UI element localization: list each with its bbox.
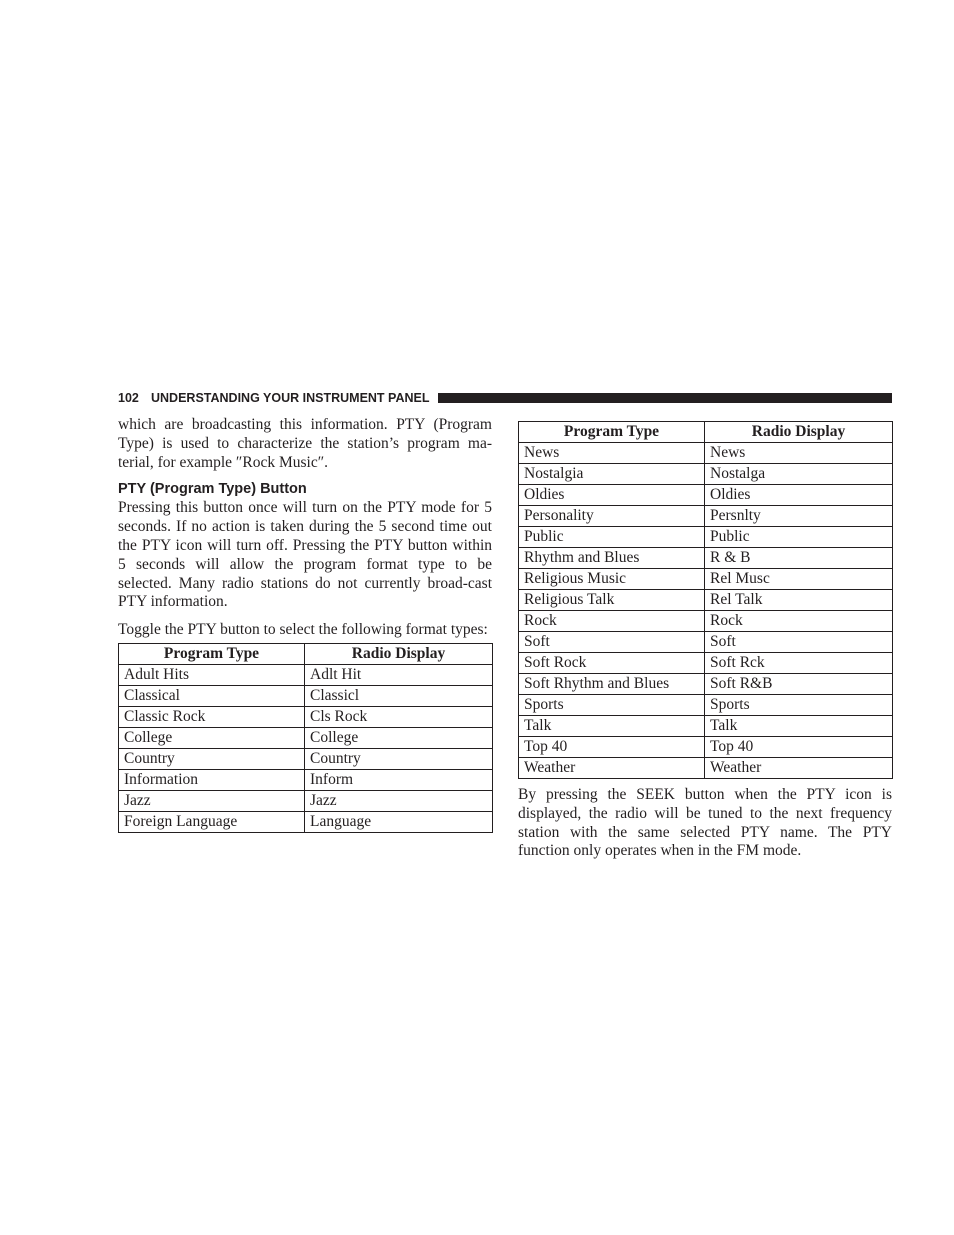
- table-row: [119, 706, 493, 727]
- radio-display-cell: Nostalga: [705, 464, 893, 485]
- program-type-cell: Soft Rhythm and Blues: [519, 674, 705, 695]
- toggle-paragraph: Toggle the PTY button to select the following format types:: [118, 621, 488, 639]
- table-header-row: [519, 422, 893, 443]
- page-number: 102: [118, 391, 139, 405]
- table-row: [519, 569, 893, 590]
- radio-display-cell: Classicl: [305, 685, 493, 706]
- table-row: [519, 485, 893, 506]
- radio-display-cell: Talk: [705, 716, 893, 737]
- table-row: [519, 737, 893, 758]
- column-header-program-type: Program Type: [119, 643, 305, 664]
- table-row: [519, 695, 893, 716]
- table-row: [519, 506, 893, 527]
- program-type-cell: Nostalgia: [519, 464, 705, 485]
- table-row: [119, 727, 493, 748]
- table-row: [519, 632, 893, 653]
- radio-display-cell: Rock: [705, 611, 893, 632]
- program-type-cell: Religious Talk: [519, 590, 705, 611]
- intro-paragraph: which are broadcasting this information. PTY (Program Type) is used to characterize the station’s program ma-terial, for example ″Rock Music″.: [118, 416, 492, 471]
- program-type-cell: Personality: [519, 506, 705, 527]
- table-row: [119, 664, 493, 685]
- table-row: [119, 685, 493, 706]
- table-row: [519, 443, 893, 464]
- radio-display-cell: Rel Musc: [705, 569, 893, 590]
- program-type-cell: Weather: [519, 758, 705, 779]
- program-type-cell: Rhythm and Blues: [519, 548, 705, 569]
- table-row: [119, 769, 493, 790]
- radio-display-cell: Weather: [705, 758, 893, 779]
- column-header-radio-display: Radio Display: [705, 422, 893, 443]
- program-type-cell: College: [119, 727, 305, 748]
- radio-display-cell: Inform: [305, 769, 493, 790]
- program-type-cell: Public: [519, 527, 705, 548]
- pty-button-heading: PTY (Program Type) Button: [118, 481, 307, 498]
- radio-display-cell: Adlt Hit: [305, 664, 493, 685]
- radio-display-cell: Soft Rck: [705, 653, 893, 674]
- pty-button-description: Pressing this button once will turn on the PTY mode for 5 seconds. If no action is taken during the 5 second time out the PTY icon will turn off. Pressing the PTY button within 5 seconds will allow the program format type to be selected. Many radio stations do not currently broad-cast PTY information.: [118, 499, 492, 611]
- program-type-cell: Top 40: [519, 737, 705, 758]
- radio-display-cell: Sports: [705, 695, 893, 716]
- radio-display-cell: Oldies: [705, 485, 893, 506]
- radio-display-cell: Language: [305, 811, 493, 832]
- table-row: [519, 464, 893, 485]
- table-row: [519, 611, 893, 632]
- program-type-cell: Jazz: [119, 790, 305, 811]
- radio-display-cell: Public: [705, 527, 893, 548]
- table-row: [119, 790, 493, 811]
- program-type-cell: Talk: [519, 716, 705, 737]
- program-type-cell: Sports: [519, 695, 705, 716]
- radio-display-cell: News: [705, 443, 893, 464]
- program-type-cell: Soft Rock: [519, 653, 705, 674]
- program-type-table-2: [518, 421, 893, 779]
- program-type-cell: Oldies: [519, 485, 705, 506]
- program-type-table-1: [118, 643, 493, 833]
- program-type-cell: Adult Hits: [119, 664, 305, 685]
- radio-display-cell: College: [305, 727, 493, 748]
- table-row: [519, 548, 893, 569]
- section-title: UNDERSTANDING YOUR INSTRUMENT PANEL: [151, 391, 430, 405]
- program-type-cell: Rock: [519, 611, 705, 632]
- radio-display-cell: Top 40: [705, 737, 893, 758]
- radio-display-cell: Persnlty: [705, 506, 893, 527]
- program-type-cell: Information: [119, 769, 305, 790]
- program-type-cell: Religious Music: [519, 569, 705, 590]
- header-rule-bar: [438, 393, 892, 403]
- program-type-cell: News: [519, 443, 705, 464]
- table-header-row: [119, 643, 493, 664]
- program-type-cell: Classic Rock: [119, 706, 305, 727]
- radio-display-cell: Jazz: [305, 790, 493, 811]
- table-row: [519, 590, 893, 611]
- radio-display-cell: R & B: [705, 548, 893, 569]
- program-type-cell: Soft: [519, 632, 705, 653]
- program-type-cell: Classical: [119, 685, 305, 706]
- program-type-cell: Country: [119, 748, 305, 769]
- left-column: [118, 416, 492, 833]
- radio-display-cell: Soft R&B: [705, 674, 893, 695]
- table-row: [519, 674, 893, 695]
- seek-paragraph: By pressing the SEEK button when the PTY icon is displayed, the radio will be tuned to the next frequency station with the same selected PTY name. The PTY function only operates when in the FM mode.: [518, 786, 892, 860]
- table-row: [519, 527, 893, 548]
- radio-display-cell: Cls Rock: [305, 706, 493, 727]
- radio-display-cell: Country: [305, 748, 493, 769]
- table-row: [519, 758, 893, 779]
- page-header: [118, 389, 892, 407]
- table-row: [519, 653, 893, 674]
- radio-display-cell: Soft: [705, 632, 893, 653]
- table-row: [119, 748, 493, 769]
- radio-display-cell: Rel Talk: [705, 590, 893, 611]
- column-header-program-type: Program Type: [519, 422, 705, 443]
- column-header-radio-display: Radio Display: [305, 643, 493, 664]
- right-column: [518, 421, 892, 861]
- table-row: [119, 811, 493, 832]
- program-type-cell: Foreign Language: [119, 811, 305, 832]
- table-row: [519, 716, 893, 737]
